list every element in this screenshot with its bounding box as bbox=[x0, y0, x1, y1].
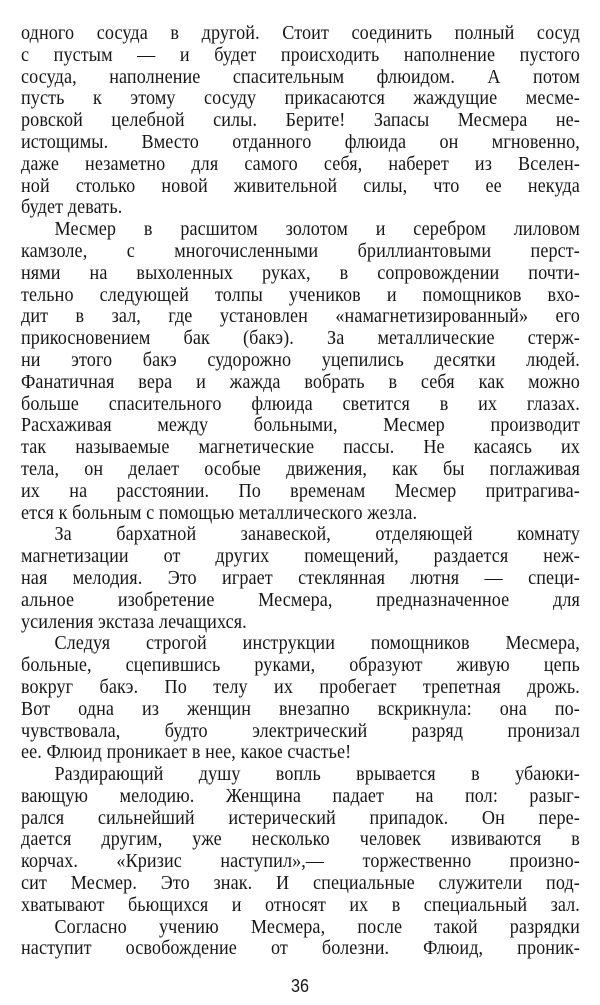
paragraph-start-line: Месмер в расшитом золотом и серебром лиловом bbox=[54, 219, 580, 241]
text-line: вокруг бакэ. По телу их пробегает трепетная дрожь. bbox=[21, 676, 580, 698]
text-line: так называемые магнетические пассы. Не касаясь их bbox=[21, 437, 580, 459]
text-line: истощимы. Вместо отданного флюида он мгновенно, bbox=[21, 131, 580, 153]
text-line: дит в зал, где установлен «намагнетизированный» его bbox=[21, 306, 580, 328]
text-line: Расхаживая между больными, Месмер производит bbox=[21, 415, 580, 437]
page-number: 36 bbox=[290, 976, 310, 996]
text-line: ной столько новой живительной силы, что ее некуда bbox=[21, 175, 580, 197]
text-line: пусть к этому сосуду прикасаются жаждущие месме- bbox=[21, 88, 580, 110]
text-line: ная мелодия. Это играет стеклянная лютня — специ- bbox=[21, 567, 580, 589]
text-line: корчах. «Кризис наступил»,— торжественно произно- bbox=[21, 851, 580, 873]
text-line: прикосновением бак (бакэ). За металлические стерж- bbox=[21, 328, 580, 350]
text-line: тела, он делает особые движения, как бы поглаживая bbox=[21, 458, 580, 480]
text-line: больные, сцепившись руками, образуют живую цепь bbox=[21, 655, 580, 677]
text-line: вающую мелодию. Женщина падает на пол: разыг- bbox=[21, 785, 580, 807]
text-line: ни этого бакэ судорожно уцепились десятки людей. bbox=[21, 349, 580, 371]
paragraph-start-line: За бархатной занавеской, отделяющей комнату bbox=[54, 524, 580, 546]
text-line: чувствовала, будто электрический разряд пронизал bbox=[21, 720, 580, 742]
paragraph-start-line: Следуя строгой инструкции помощников Месмера, bbox=[54, 633, 580, 655]
text-line: нями на выхоленных руках, в сопровождении почти- bbox=[21, 262, 580, 284]
text-line: их на расстоянии. По временам Месмер притрагива- bbox=[21, 480, 580, 502]
text-line: ется к больным с помощью металлического жезла. bbox=[21, 502, 418, 524]
text-line: тельно следующей толпы учеников и помощников вхо- bbox=[21, 284, 580, 306]
text-line: ровской целебной силы. Берите! Запасы Месмера не- bbox=[21, 110, 580, 132]
text-line: усиления экстаза лечащихся. bbox=[21, 611, 247, 633]
text-line: больше спасительного флюида светится в их глазах. bbox=[21, 393, 580, 415]
text-line: одного сосуда в другой. Стоит соединить полный сосуд bbox=[21, 23, 580, 44]
text-line: даже незаметно для самого себя, наберет из Вселен- bbox=[21, 153, 580, 175]
text-line: Вот одна из женщин внезапно вскрикнула: она по- bbox=[21, 698, 580, 720]
paragraph-start-line: Раздирающий душу вопль врывается в убаюки- bbox=[54, 764, 580, 786]
paragraph-start-line: Согласно учению Месмера, после такой разрядки bbox=[54, 916, 580, 938]
text-line: с пустым — и будет происходить наполнение пустого bbox=[21, 44, 580, 66]
text-line: наступит освобождение от болезни. Флюид, проник- bbox=[21, 938, 580, 960]
text-line: дается другим, уже несколько человек извиваются в bbox=[21, 829, 580, 851]
text-line: будет девать. bbox=[21, 197, 123, 219]
text-line: камзоле, с многочисленными бриллиантовыми перст- bbox=[21, 240, 580, 262]
text-line: ее. Флюид проникает в нее, какое счастье! bbox=[21, 742, 352, 764]
text-line: магнетизации от других помещений, раздается неж- bbox=[21, 546, 580, 568]
text-line: хватывают бьющихся и относят их в специальный зал. bbox=[21, 894, 580, 916]
text-line: сит Месмер. Это знак. И специальные служители под- bbox=[21, 873, 580, 895]
text-line: сосуда, наполнение спасительным флюидом. А потом bbox=[21, 66, 580, 88]
text-line: рался сильнейший истерический припадок. Он пере- bbox=[21, 807, 580, 829]
book-page-text bbox=[21, 23, 580, 960]
text-line: альное изобретение Месмера, предназначенное для bbox=[21, 589, 580, 611]
text-line: Фанатичная вера и жажда вобрать в себя как можно bbox=[21, 371, 580, 393]
